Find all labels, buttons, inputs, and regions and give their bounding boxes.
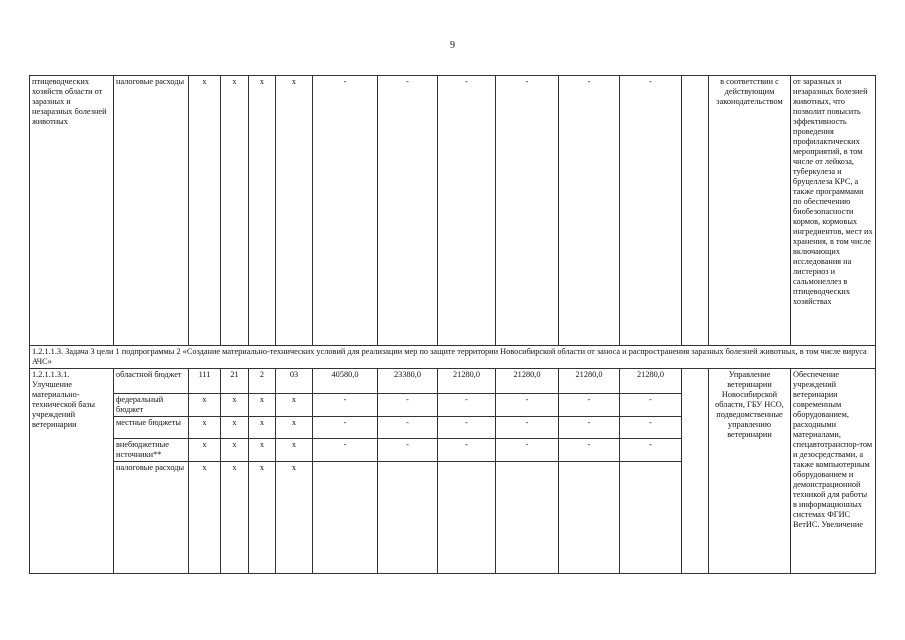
executor-cell: в соответствии с действующим законодательством <box>709 76 791 346</box>
table-cell: х <box>189 417 221 439</box>
table-cell: - <box>378 417 438 439</box>
table-cell: - <box>620 76 682 346</box>
page-number: 9 <box>450 40 455 51</box>
program-table <box>29 75 876 574</box>
table-cell: х <box>276 76 313 346</box>
table-cell: - <box>620 439 682 462</box>
funding-source: внебюджетные источники** <box>114 439 189 462</box>
table-cell: х <box>249 439 276 462</box>
table-row <box>30 369 876 394</box>
table-cell: - <box>313 76 378 346</box>
table-cell: х <box>221 394 249 417</box>
table-cell: - <box>313 394 378 417</box>
table-cell: - <box>438 394 496 417</box>
table-cell <box>559 462 620 574</box>
table-cell: - <box>559 394 620 417</box>
table-cell: - <box>559 417 620 439</box>
table-cell: - <box>620 417 682 439</box>
table-cell: - <box>620 394 682 417</box>
table-cell: - <box>496 394 559 417</box>
table-cell: х <box>221 462 249 574</box>
table-cell <box>620 462 682 574</box>
table-cell: х <box>276 462 313 574</box>
table-cell: - <box>496 417 559 439</box>
table-cell: - <box>313 439 378 462</box>
table-cell: х <box>221 439 249 462</box>
funding-source: областной бюджет <box>114 369 189 394</box>
table-cell: - <box>559 76 620 346</box>
table-cell: - <box>496 439 559 462</box>
table-cell: х <box>189 439 221 462</box>
table-cell: 2 <box>249 369 276 394</box>
funding-source: местные бюджеты <box>114 417 189 439</box>
empty-cell <box>682 76 709 346</box>
table-cell: 111 <box>189 369 221 394</box>
table-cell: х <box>221 76 249 346</box>
table-cell: х <box>189 462 221 574</box>
table-cell: х <box>249 394 276 417</box>
table-cell: х <box>276 439 313 462</box>
table-cell: х <box>189 394 221 417</box>
table-cell <box>438 462 496 574</box>
table-cell: х <box>276 417 313 439</box>
table-cell: - <box>496 76 559 346</box>
empty-cell <box>682 369 709 574</box>
table-cell: х <box>221 417 249 439</box>
task-heading: 1.2.1.1.3. Задача 3 цели 1 подпрограммы 2 «Создание материально-технических условий для реализации мер по защите территории Новосибирской области от заноса и распространения заразных болезней животных, в том числе вируса АЧС» <box>30 346 876 369</box>
event-name: птицеводческих хозяйств области от заразных и незаразных болезней животных <box>30 76 114 346</box>
table-cell: - <box>438 417 496 439</box>
table-cell: 40580,0 <box>313 369 378 394</box>
table-cell: х <box>276 394 313 417</box>
table-cell: х <box>249 76 276 346</box>
table-cell: 23380,0 <box>378 369 438 394</box>
table-cell: 21280,0 <box>559 369 620 394</box>
table-cell: - <box>438 76 496 346</box>
table-cell: - <box>313 417 378 439</box>
result-cell: Обеспечение учреждений ветеринарии современным оборудованием, расходными материалами, спецавтотранспор-том и дезосредствами, а также компьютерным оборудованием и демонстрационной техникой для работы в информационных системах ФГИС ВетИС. Увеличение <box>791 369 876 574</box>
table-cell: х <box>249 417 276 439</box>
table-cell: х <box>189 76 221 346</box>
table-cell <box>313 462 378 574</box>
funding-source: налоговые расходы <box>114 76 189 346</box>
task-heading-row <box>30 346 876 369</box>
table-cell <box>378 462 438 574</box>
table-cell: - <box>378 76 438 346</box>
funding-source: федеральный бюджет <box>114 394 189 417</box>
table-cell: - <box>438 439 496 462</box>
table-cell <box>496 462 559 574</box>
table-cell: 03 <box>276 369 313 394</box>
table-cell: 21 <box>221 369 249 394</box>
executor-cell: Управление ветеринарии Новосибирской области, ГБУ НСО, подведомственные управлению ветеринарии <box>709 369 791 574</box>
table-cell: - <box>378 394 438 417</box>
table-row-continuation <box>30 76 876 346</box>
table-cell: 21280,0 <box>620 369 682 394</box>
result-cell: от заразных и незаразных болезней животных, что позволит повысить эффективность проведения профилактических мероприятий, в том числе от лейкоза, туберкулеза и бруцеллеза КРС, а также программами по обеспечению биобезопасности кормов, кормовых ингредиентов, мест их хранения, в том числе включающих исследования на листериоз и сальмонеллез в птицеводческих хозяйствах <box>791 76 876 346</box>
funding-source: налоговые расходы <box>114 462 189 574</box>
table-cell: - <box>559 439 620 462</box>
event-name: 1.2.1.1.3.1. Улучшение материально-технической базы учреждений ветеринарии <box>30 369 114 574</box>
table-cell: 21280,0 <box>496 369 559 394</box>
table-cell: - <box>378 439 438 462</box>
table-cell: х <box>249 462 276 574</box>
table-cell: 21280,0 <box>438 369 496 394</box>
